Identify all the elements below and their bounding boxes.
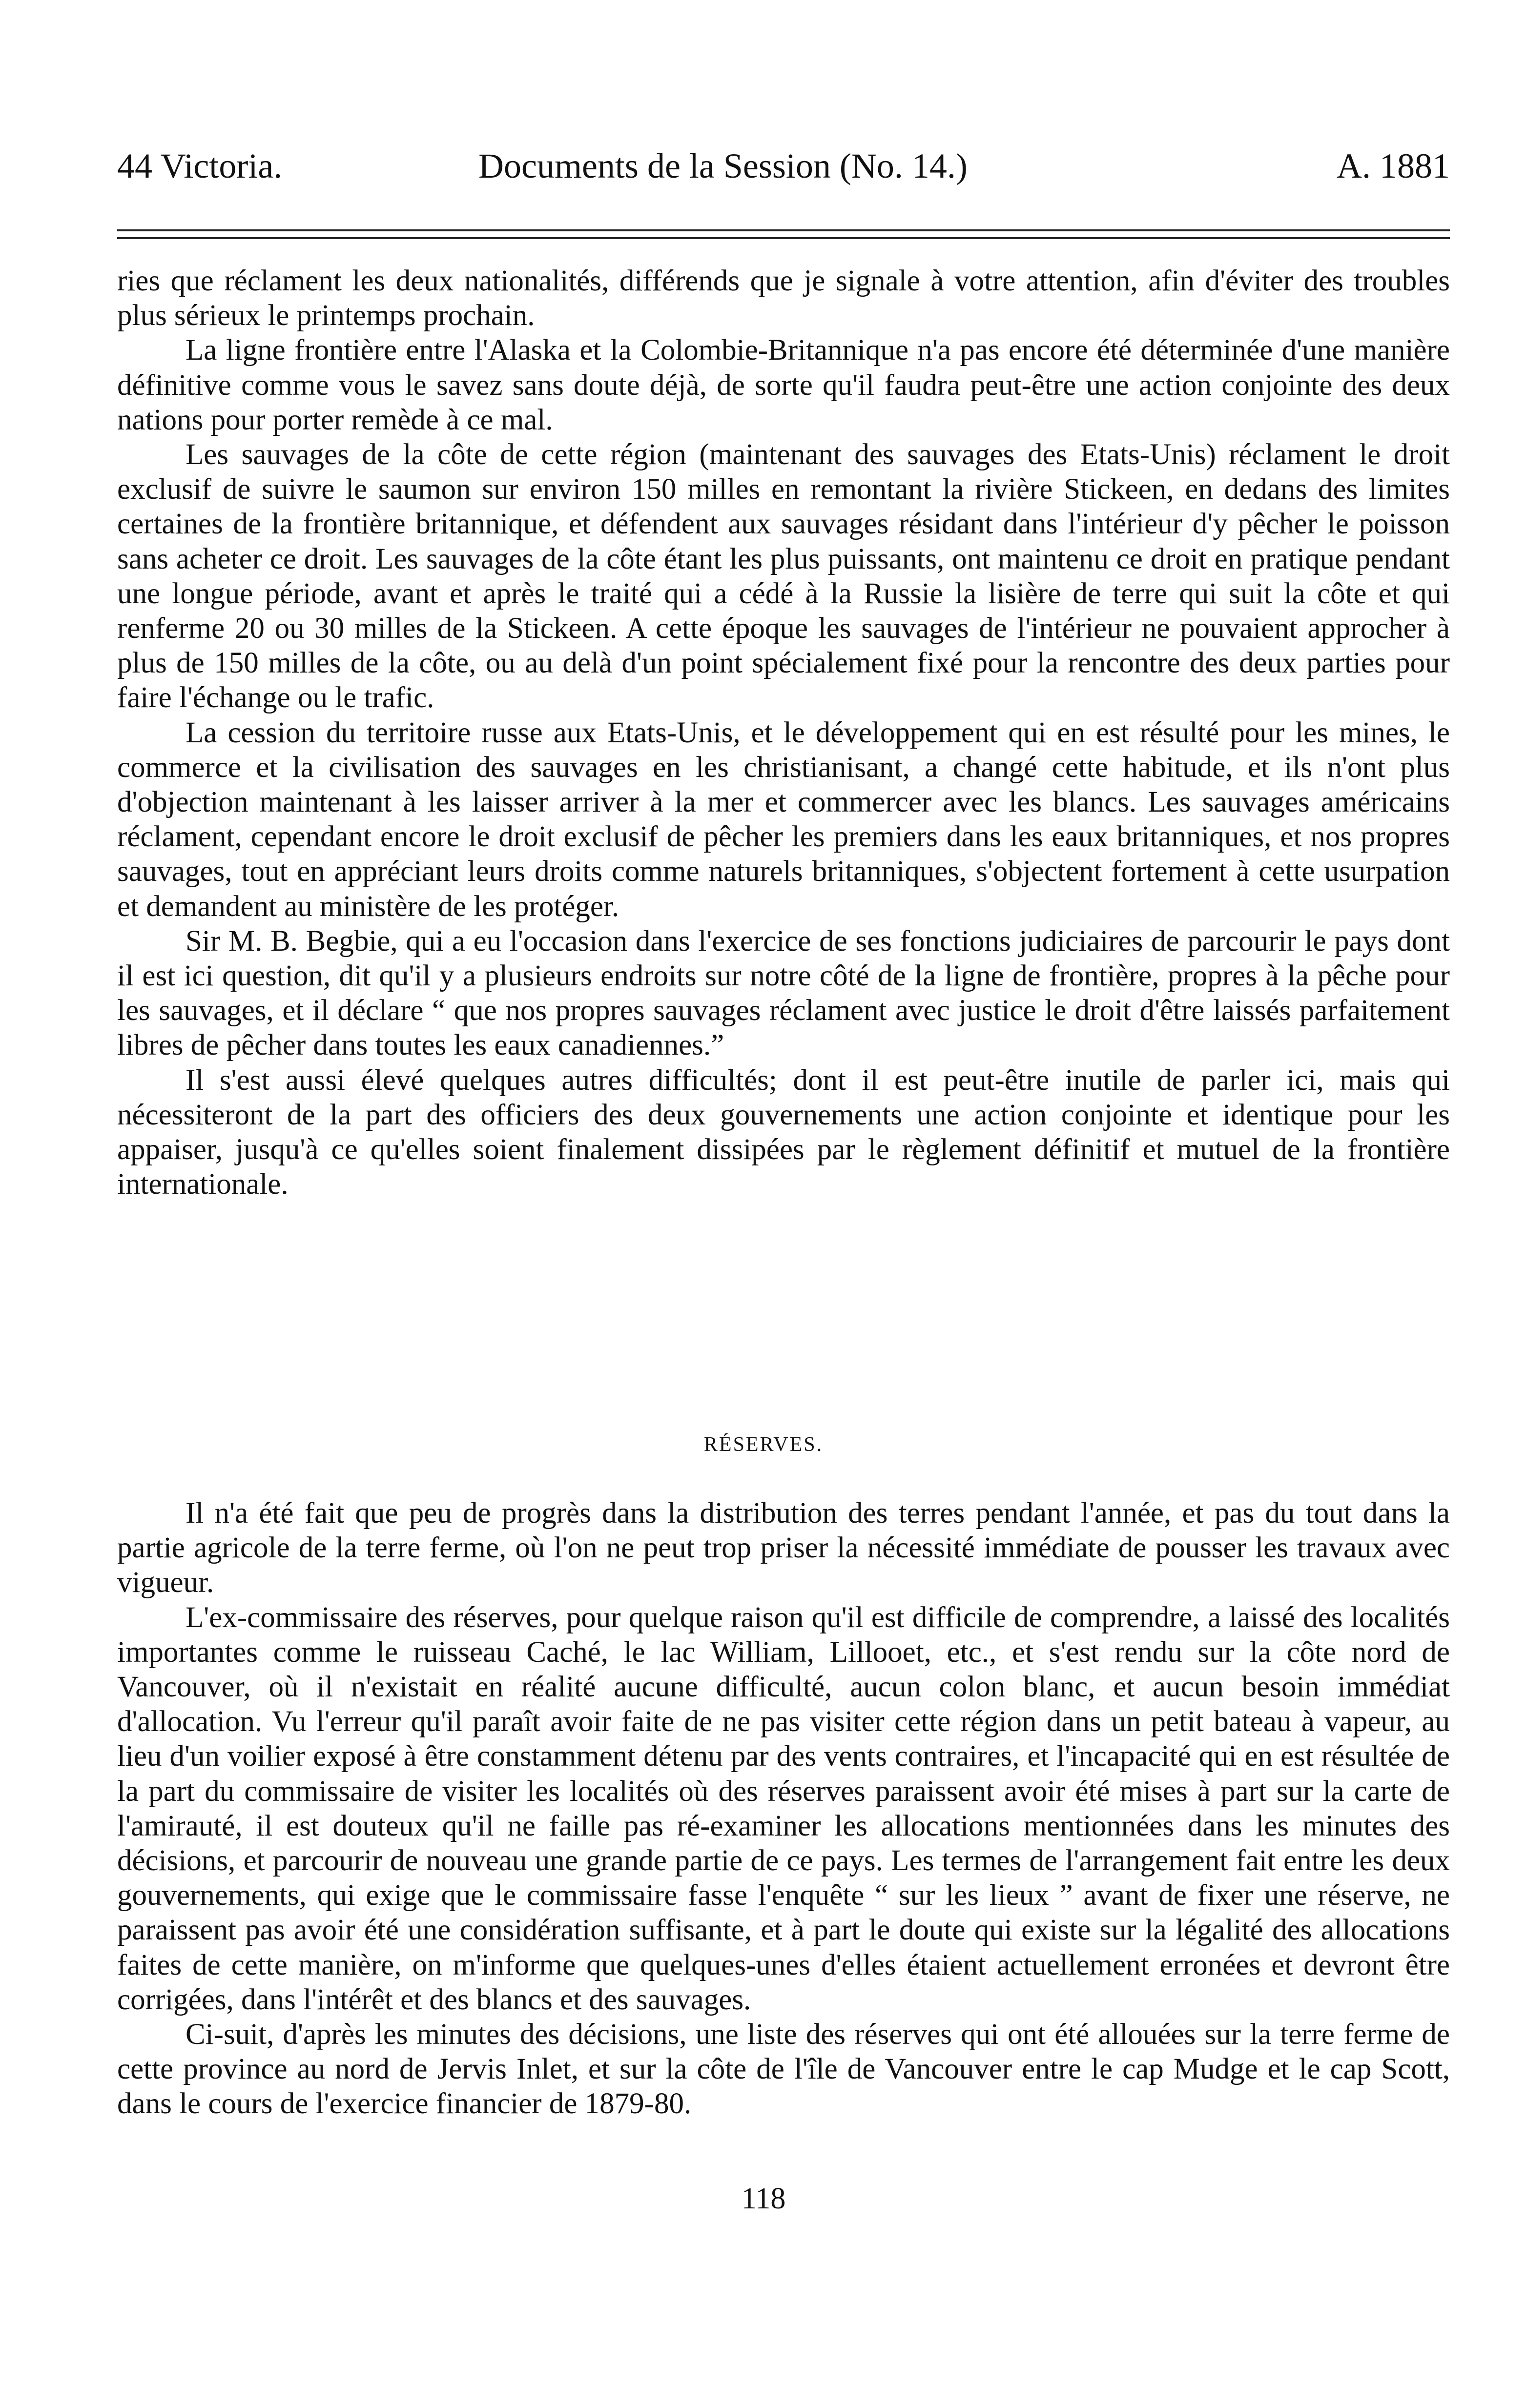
header-right: A. 1881	[1337, 146, 1450, 185]
paragraph: ries que réclament les deux nationalités, différends que je signale à votre attention, afin d'éviter des troubles plus sérieux le printemps prochain.	[117, 265, 1450, 332]
page-header	[117, 139, 1450, 193]
header-rule-bottom	[117, 237, 1450, 239]
section-title: RÉSERVES.	[703, 1433, 824, 1456]
paragraph: Sir M. B. Begbie, qui a eu l'occasion dans l'exercice de ses fonctions judiciaires de parcourir le pays dont il est ici question, dit qu'il y a plusieurs endroits sur notre côté de la ligne de frontière, propres à la pêche pour les sauvages, et il déclare “ que nos propres sauvages réclament avec justice le droit d'être laissés parfaitement libres de pêcher dans toutes les eaux canadiennes.”	[117, 924, 1450, 1062]
text-block-1	[117, 264, 1450, 1202]
paragraph: La ligne frontière entre l'Alaska et la Colombie-Britannique n'a pas encore été déterminée d'une manière définitive comme vous le savez sans doute déjà, de sorte qu'il faudra peut-être une action conjointe des deux nations pour porter remède à ce mal.	[117, 334, 1450, 436]
page-number: 118	[741, 2182, 786, 2215]
paragraph: Ci-suit, d'après les minutes des décisions, une liste des réserves qui ont été allouées sur la terre ferme de cette province au nord de Jervis Inlet, et sur la côte de l'île de Vancouver entre le cap Mudge et le cap Scott, dans le cours de l'exercice financier de 1879-80.	[117, 2018, 1450, 2121]
paragraph: L'ex-commissaire des réserves, pour quelque raison qu'il est difficile de comprendre, a laissé des localités importantes comme le ruisseau Caché, le lac William, Lillooet, etc., et s'est rendu sur la côte nord de Vancouver, où il n'existait en réalité aucune difficulté, aucun colon blanc, et aucun besoin immédiat d'allocation. Vu l'erreur qu'il paraît avoir faite de ne pas visiter cette région dans un petit bateau à vapeur, au lieu d'un voilier exposé à être constamment détenu par des vents contraires, et l'incapacité qui en est résultée de la part du commissaire de visiter les localités où des réserves paraissent avoir été mises à part sur la carte de l'amirauté, il est douteux qu'il ne faille pas ré-examiner les allocations mentionnées dans les minutes des décisions, et parcourir de nouveau une grande partie de ce pays. Les termes de l'arrangement fait entre les deux gouvernements, qui exige que le commissaire fasse l'enquête “ sur les lieux ” avant de fixer une réserve, ne paraissent pas avoir été une considération suffisante, et à part le doute qui existe sur la légalité des allocations faites de cette manière, on m'informe que quelques-unes d'elles étaient actuellement erronées et devront être corrigées, dans l'intérêt et des blancs et des sauvages.	[117, 1601, 1450, 2016]
paragraph: Il s'est aussi élevé quelques autres difficultés; dont il est peut-être inutile de parler ici, mais qui nécessiteront de la part des officiers des deux gouvernements une action conjointe et identique pour les appaiser, jusqu'à ce qu'elles soient finalement dissipées par le règlement définitif et mutuel de la frontière internationale.	[117, 1063, 1450, 1201]
paragraph: La cession du territoire russe aux Etats-Unis, et le développement qui en est résulté pour les mines, le commerce et la civilisation des sauvages en les christianisant, a changé cette habitude, et ils n'ont plus d'objection maintenant à les laisser arriver à la mer et commercer avec les blancs. Les sauvages américains réclament, cependant encore le droit exclusif de pêcher les premiers dans les eaux britanniques, et nos propres sauvages, tout en appréciant leurs droits comme naturels britanniques, s'objectent fortement à cette usurpation et demandent au ministère de les protéger.	[117, 716, 1450, 923]
paragraph: Les sauvages de la côte de cette région (maintenant des sauvages des Etats-Unis) réclament le droit exclusif de suivre le saumon sur environ 150 milles en remontant la rivière Stickeen, en dedans des limites certaines de la frontière britannique, et défendent aux sauvages résidant dans l'intérieur d'y pêcher le poisson sans acheter ce droit. Les sauvages de la côte étant les plus puissants, ont maintenu ce droit en pratique pendant une longue période, avant et après le traité qui a cédé à la Russie la lisière de terre qui suit la côte et qui renferme 20 ou 30 milles de la Stickeen. A cette époque les sauvages de l'intérieur ne pouvaient approcher à plus de 150 milles de la côte, ou au delà d'un point spécialement fixé pour la rencontre des deux parties pour faire l'échange ou le trafic.	[117, 438, 1450, 714]
text-block-2	[117, 1496, 1450, 2122]
header-center: Documents de la Session (No. 14.)	[478, 146, 968, 185]
header-rule-top	[117, 229, 1450, 231]
paragraph: Il n'a été fait que peu de progrès dans la distribution des terres pendant l'année, et pas du tout dans la partie agricole de la terre ferme, où l'on ne peut trop priser la nécessité immédiate de pousser les travaux avec vigueur.	[117, 1497, 1450, 1599]
header-left: 44 Victoria.	[117, 146, 283, 185]
